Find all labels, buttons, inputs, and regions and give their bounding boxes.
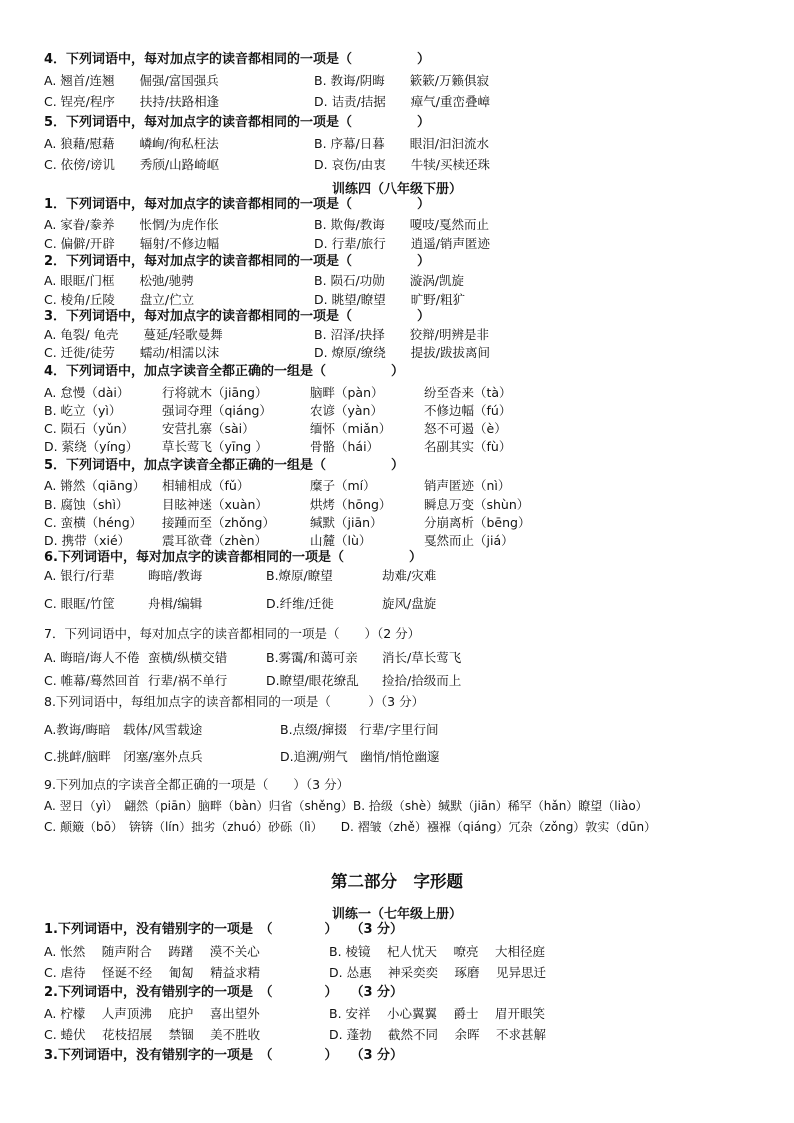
question-stem: 2．下列词语中，每对加点字的读音都相同的一项是（ ） (44, 254, 431, 269)
option-cell: A. 怅然 随声附合 踌躇 漠不关心 (44, 944, 260, 959)
option-left: C.挑衅/脑畔 闭塞/塞外点兵 (44, 749, 203, 764)
option-left: C. 偏僻/开辟 辐射/不修边幅 (44, 236, 220, 251)
option-left: A. 龟裂/ 龟壳 蔓延/轻歌曼舞 (44, 327, 223, 342)
option-cell: B.雾霭/和蔼可亲 (266, 650, 358, 665)
option-right: D. 眺望/瞭望 旷野/粗犷 (314, 292, 465, 307)
option-right: B. 沼泽/抉择 狡辩/明辨是非 (314, 327, 489, 342)
option-right: D. 行辈/旅行 逍遥/销声匿迹 (314, 236, 490, 251)
option-cell: 劫难/灾难 (382, 568, 437, 583)
option-cell: A. 怠慢（dài） (44, 385, 130, 400)
option-cell: 分崩离析（bēng） (424, 515, 531, 530)
option-cell: C. 蛮横（héng） (44, 515, 143, 530)
option-left: A. 狼藉/慰藉 嶙峋/徇私枉法 (44, 136, 219, 151)
option-cell: 戛然而止（jiá） (424, 533, 514, 548)
section-heading: 训练四（八年级下册） (331, 182, 462, 197)
option-cell: 纷至沓来（tà） (424, 385, 512, 400)
option-cell: 农谚（yàn） (310, 403, 383, 418)
option-cell: 安营扎寨（sài） (162, 421, 255, 436)
option-cell: C. 虐待 怪诞不经 匍匐 精益求精 (44, 965, 261, 980)
option-cell: 行辈/祸不单行 (148, 673, 228, 688)
option-cell: 名副其实（fù） (424, 439, 512, 454)
option-cell: 销声匿迹（nì） (424, 478, 511, 493)
option-cell: D. 携带（xié） (44, 533, 131, 548)
option-cell: 山麓（lù） (310, 533, 372, 548)
option-cell: 晦暗/教诲 (148, 568, 203, 583)
option-cell: D. 萦绕（yíng） (44, 439, 139, 454)
option-cell: 强词夺理（qiáng） (162, 403, 272, 418)
option-cell: 震耳欲聋（zhèn） (162, 533, 268, 548)
option-left: A. 眼眶/门框 松弛/驰骋 (44, 273, 194, 288)
option-cell: D.瞭望/眼花缭乱 (266, 673, 359, 688)
option-cell: 舟楫/编辑 (148, 596, 203, 611)
option-left: A. 家眷/豢养 怅惘/为虎作伥 (44, 217, 219, 232)
option-cell: 糜子（mí） (310, 478, 376, 493)
option-cell: 蛮横/纵横交错 (148, 650, 228, 665)
option-left: C. 迁徙/徒劳 蠕动/相濡以沫 (44, 345, 220, 360)
option-cell: B. 棱镜 杞人忧天 嘹亮 大相径庭 (329, 944, 545, 959)
option-left: C. 锃亮/程序 扶持/扶路相逢 (44, 94, 220, 109)
option-right: D.追溯/朔气 幽悄/悄怆幽邃 (280, 749, 440, 764)
option-right: B. 教诲/阴晦 簌簌/万籁俱寂 (314, 73, 489, 88)
option-cell: 骨骼（hái） (310, 439, 380, 454)
option-cell: 目眩神迷（xuàn） (162, 497, 268, 512)
option-cell: B. 屹立（yì） (44, 403, 122, 418)
question-stem: 1．下列词语中，每对加点字的读音都相同的一项是（ ） (44, 197, 431, 212)
option-left: C. 依傍/谤讥 秀颀/山路崎岖 (44, 157, 220, 172)
option-cell: 旋风/盘旋 (382, 596, 437, 611)
option-cell: B. 腐蚀（shì） (44, 497, 129, 512)
option-right: D. 燎原/缭绕 提拔/跋拔离间 (314, 345, 490, 360)
option-cell: 缄默（jiān） (310, 515, 383, 530)
option-cell: C. 蜷伏 花枝招展 禁锢 美不胜收 (44, 1027, 261, 1042)
option-right: B. 序幕/日暮 眼泪/汩汩流水 (314, 136, 489, 151)
option-cell: 脑畔（pàn） (310, 385, 384, 400)
question-stem: 4．下列词语中，每对加点字的读音都相同的一项是（ ） (44, 52, 431, 67)
question-stem: 3．下列词语中，每对加点字的读音都相同的一项是（ ） (44, 309, 431, 324)
option-cell: 草长莺飞（yīng ） (162, 439, 268, 454)
option-cell: D. 怂惠 神采奕奕 琢磨 见异思迁 (329, 965, 546, 980)
option-cell: 瞬息万变（shùn） (424, 497, 530, 512)
option-cell: 接踵而至（zhǒng） (162, 515, 275, 530)
option-right: B. 欺侮/教诲 嗄吱/戛然而止 (314, 217, 489, 232)
option-line: A. 翌日（yì） 翩然（piān）脑畔（bàn）归省（shěng）B. 拾级（shè）缄默（jiān）稀罕（hǎn）瞭望（liào） (44, 799, 648, 813)
option-cell: 烘烤（hōng） (310, 497, 392, 512)
option-cell: 捡拾/拾级而上 (382, 673, 462, 688)
option-left: C. 棱角/丘陵 盘立/伫立 (44, 292, 195, 307)
option-right: D. 哀伤/由衷 牛犊/买椟还珠 (314, 157, 490, 172)
option-cell: 消长/草长莺飞 (382, 650, 462, 665)
question-stem: 2.下列词语中，没有错别字的一项是 （ ） （3 分） (44, 985, 404, 1000)
option-cell: A. 银行/行辈 (44, 568, 115, 583)
option-right: B.点缀/撺掇 行辈/字里行间 (280, 722, 439, 737)
option-cell: C. 眼眶/竹筐 (44, 596, 115, 611)
question-stem: 1.下列词语中，没有错别字的一项是 （ ） （3 分） (44, 922, 404, 937)
option-line: C. 颠簸（bō） 锛锛（lín）拙劣（zhuó）砂砾（lì） D. 褶皱（zhě）襁褓（qiáng）冗杂（zǒng）敦实（dūn） (44, 820, 657, 834)
option-cell: C. 陨石（yǔn） (44, 421, 134, 436)
question-stem: 5．下列词语中，每对加点字的读音都相同的一项是（ ） (44, 115, 431, 130)
question-stem: 6.下列词语中，每对加点字的读音都相同的一项是（ ） (44, 550, 422, 565)
option-cell: D. 蓬勃 截然不同 余晖 不求甚解 (329, 1027, 546, 1042)
option-cell: D.纤维/迁徙 (266, 596, 334, 611)
question-stem: 5．下列词语中，加点字读音全都正确的一组是（ ） (44, 458, 405, 473)
question-stem: 4．下列词语中，加点字读音全都正确的一组是（ ） (44, 364, 405, 379)
option-cell: 怒不可遏（è） (424, 421, 507, 436)
option-cell: C. 帷幕/蓦然回首 (44, 673, 140, 688)
option-cell: A. 晦暗/诲人不倦 (44, 650, 140, 665)
option-right: B. 陨石/功勋 漩涡/凯旋 (314, 273, 464, 288)
option-cell: 相辅相成（fǔ） (162, 478, 250, 493)
option-cell: 行将就木（jiāng） (162, 385, 268, 400)
part-heading: 第二部分 字形题 (331, 872, 463, 891)
option-cell: B.燎原/瞭望 (266, 568, 333, 583)
option-left: A. 翘首/连翘 倔强/富国强兵 (44, 73, 219, 88)
option-left: A.教诲/晦暗 载体/风雪载途 (44, 722, 203, 737)
section-heading: 训练一（七年级上册） (331, 907, 462, 922)
option-cell: 缅怀（miǎn） (310, 421, 392, 436)
question-stem: 3.下列词语中，没有错别字的一项是 （ ） （3 分） (44, 1048, 404, 1063)
option-cell: B. 安祥 小心翼翼 爵士 眉开眼笑 (329, 1006, 545, 1021)
question-stem: 8.下列词语中，每组加点字的读音都相同的一项是（ ）（3 分） (44, 694, 425, 709)
question-stem: 7．下列词语中，每对加点字的读音都相同的一项是（ ）（2 分） (44, 626, 421, 641)
option-cell: A. 柠檬 人声顶沸 庇护 喜出望外 (44, 1006, 260, 1021)
option-cell: 不修边幅（fú） (424, 403, 512, 418)
question-stem: 9.下列加点的字读音全都正确的一项是（ ）（3 分） (44, 777, 350, 792)
option-right: D. 诘责/拮据 瘴气/重峦叠嶂 (314, 94, 490, 109)
option-cell: A. 锵然（qiāng） (44, 478, 146, 493)
